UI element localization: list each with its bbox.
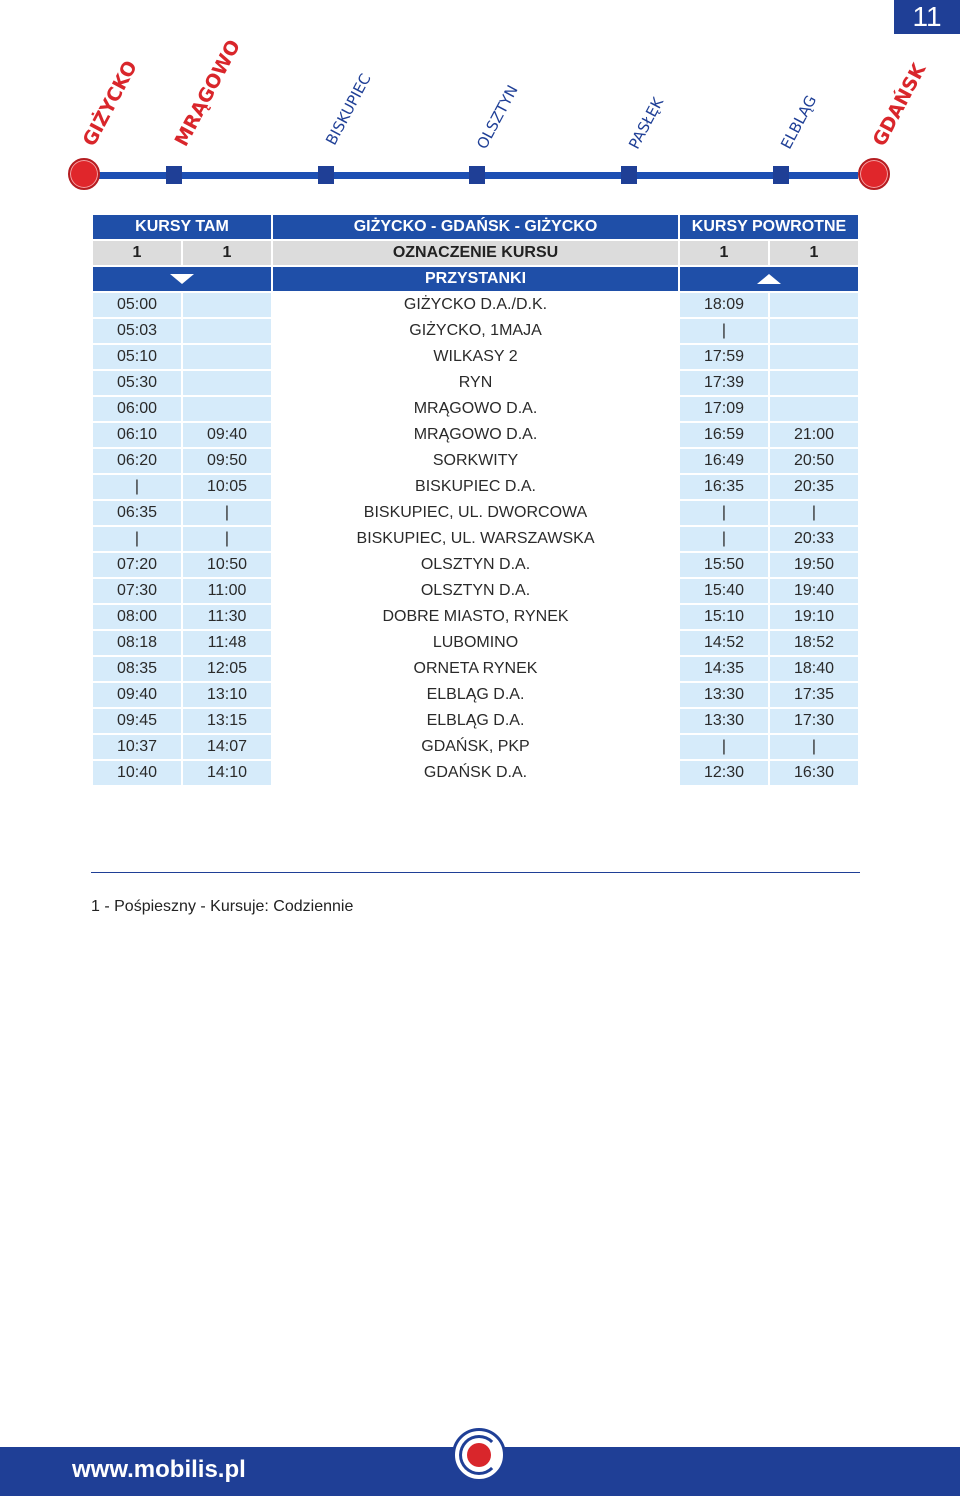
time-outbound-2: 09:50 [183, 449, 271, 473]
time-return-1: 17:09 [680, 397, 768, 421]
time-return-2 [770, 397, 858, 421]
stop-name: BISKUPIEC, UL. DWORCOWA [273, 501, 678, 525]
time-outbound-1: 10:37 [93, 735, 181, 759]
time-return-2: 20:35 [770, 475, 858, 499]
stop-label-elblag: ELBLĄG [777, 92, 821, 152]
stop-label-mragowo: MRĄGOWO [170, 36, 245, 150]
time-return-1: 13:30 [680, 683, 768, 707]
stop-name: ORNETA RYNEK [273, 657, 678, 681]
header-route: GIŻYCKO - GDAŃSK - GIŻYCKO [273, 215, 678, 239]
arrow-up-icon [757, 274, 781, 284]
time-return-2: 21:00 [770, 423, 858, 447]
time-return-2: 19:10 [770, 605, 858, 629]
time-return-2: 19:50 [770, 553, 858, 577]
table-row [93, 527, 858, 551]
time-return-1: 16:35 [680, 475, 768, 499]
time-outbound-1: 07:20 [93, 553, 181, 577]
time-outbound-1: 10:40 [93, 761, 181, 785]
time-outbound-1: 07:30 [93, 579, 181, 603]
time-return-2: 17:35 [770, 683, 858, 707]
time-return-1: | [680, 527, 768, 551]
time-outbound-1: | [93, 475, 181, 499]
course-label: OZNACZENIE KURSU [273, 241, 678, 265]
stop-name: RYN [273, 371, 678, 395]
time-return-1: 16:49 [680, 449, 768, 473]
time-return-2 [770, 319, 858, 343]
time-return-1: 16:59 [680, 423, 768, 447]
time-return-1: 17:59 [680, 345, 768, 369]
stop-name: ELBLĄG D.A. [273, 709, 678, 733]
time-outbound-1: 05:00 [93, 293, 181, 317]
time-outbound-1: 08:00 [93, 605, 181, 629]
stop-name: BISKUPIEC D.A. [273, 475, 678, 499]
time-outbound-2 [183, 319, 271, 343]
table-row [93, 449, 858, 473]
table-row [93, 605, 858, 629]
table-row [93, 683, 858, 707]
time-outbound-1: 06:00 [93, 397, 181, 421]
time-outbound-2 [183, 397, 271, 421]
table-row [93, 423, 858, 447]
time-outbound-2: 13:10 [183, 683, 271, 707]
time-outbound-1: 05:30 [93, 371, 181, 395]
time-outbound-2: 11:00 [183, 579, 271, 603]
logo-core [467, 1443, 491, 1467]
time-return-2: 20:50 [770, 449, 858, 473]
course-mark: 1 [183, 241, 271, 265]
time-return-2 [770, 371, 858, 395]
time-outbound-2: 10:50 [183, 553, 271, 577]
arrow-down-icon [170, 274, 194, 284]
mobilis-logo [452, 1428, 506, 1482]
time-return-1: 17:39 [680, 371, 768, 395]
time-return-2: | [770, 735, 858, 759]
time-outbound-2: 14:07 [183, 735, 271, 759]
time-outbound-2: 10:05 [183, 475, 271, 499]
time-outbound-1: 09:45 [93, 709, 181, 733]
table-row [93, 371, 858, 395]
time-outbound-2 [183, 345, 271, 369]
stop-name: MRĄGOWO D.A. [273, 423, 678, 447]
stop-marker-gizycko [68, 158, 100, 190]
table-row [93, 631, 858, 655]
time-outbound-1: 08:18 [93, 631, 181, 655]
stop-marker-biskupiec [318, 166, 334, 184]
time-outbound-2: 14:10 [183, 761, 271, 785]
time-return-1: | [680, 319, 768, 343]
time-outbound-1: 09:40 [93, 683, 181, 707]
stop-name: ELBLĄG D.A. [273, 683, 678, 707]
stop-marker-elblag [773, 166, 789, 184]
stop-name: BISKUPIEC, UL. WARSZAWSKA [273, 527, 678, 551]
time-outbound-1: 06:10 [93, 423, 181, 447]
time-outbound-2: | [183, 527, 271, 551]
time-outbound-1: 08:35 [93, 657, 181, 681]
divider [91, 872, 860, 873]
route-strip [0, 0, 960, 200]
time-return-2: 19:40 [770, 579, 858, 603]
stop-marker-mragowo [166, 166, 182, 184]
direction-down [93, 267, 271, 291]
stop-label-paslek: PASŁĘK [625, 94, 668, 152]
stop-name: SORKWITY [273, 449, 678, 473]
legend: 1 - Pośpieszny - Kursuje: Codziennie [91, 898, 354, 915]
stop-name: OLSZTYN D.A. [273, 579, 678, 603]
stop-name: GDAŃSK D.A. [273, 761, 678, 785]
stop-name: GDAŃSK, PKP [273, 735, 678, 759]
stop-label-olsztyn: OLSZTYN [473, 82, 522, 152]
time-outbound-1: | [93, 527, 181, 551]
stop-name: GIŻYCKO D.A./D.K. [273, 293, 678, 317]
stop-name: DOBRE MIASTO, RYNEK [273, 605, 678, 629]
time-outbound-1: 05:03 [93, 319, 181, 343]
time-return-2: | [770, 501, 858, 525]
time-return-1: 14:52 [680, 631, 768, 655]
time-return-2: 18:52 [770, 631, 858, 655]
time-outbound-2 [183, 371, 271, 395]
table-row [93, 345, 858, 369]
stop-name: WILKASY 2 [273, 345, 678, 369]
course-mark: 1 [93, 241, 181, 265]
time-return-2 [770, 293, 858, 317]
table-row [93, 553, 858, 577]
time-return-2: 20:33 [770, 527, 858, 551]
table-row [93, 761, 858, 785]
time-return-1: 18:09 [680, 293, 768, 317]
stop-marker-paslek [621, 166, 637, 184]
table-row [93, 579, 858, 603]
time-return-1: | [680, 735, 768, 759]
footer-url[interactable]: www.mobilis.pl [72, 1456, 246, 1483]
course-mark: 1 [770, 241, 858, 265]
stop-label-biskupiec: BISKUPIEC [322, 70, 375, 148]
stop-marker-olsztyn [469, 166, 485, 184]
time-return-2: 18:40 [770, 657, 858, 681]
time-return-1: 14:35 [680, 657, 768, 681]
stop-label-gizycko: GIŻYCKO [78, 57, 142, 150]
table-row [93, 709, 858, 733]
header-outbound: KURSY TAM [93, 215, 271, 239]
time-return-1: 15:50 [680, 553, 768, 577]
time-outbound-1: 06:20 [93, 449, 181, 473]
header-return: KURSY POWROTNE [680, 215, 858, 239]
stop-name: GIŻYCKO, 1MAJA [273, 319, 678, 343]
table-row [93, 397, 858, 421]
time-return-1: | [680, 501, 768, 525]
time-outbound-1: 05:10 [93, 345, 181, 369]
table-row [93, 293, 858, 317]
timetable-rows [93, 293, 858, 785]
stop-marker-gdansk [858, 158, 890, 190]
timetable [91, 213, 860, 787]
stop-name: MRĄGOWO D.A. [273, 397, 678, 421]
page-number: 11 [894, 0, 960, 34]
time-return-1: 15:40 [680, 579, 768, 603]
time-return-2 [770, 345, 858, 369]
time-outbound-2: | [183, 501, 271, 525]
time-outbound-2: 12:05 [183, 657, 271, 681]
time-return-2: 17:30 [770, 709, 858, 733]
time-return-1: 13:30 [680, 709, 768, 733]
time-outbound-2 [183, 293, 271, 317]
time-return-1: 15:10 [680, 605, 768, 629]
table-row [93, 319, 858, 343]
course-mark: 1 [680, 241, 768, 265]
time-return-1: 12:30 [680, 761, 768, 785]
time-outbound-2: 09:40 [183, 423, 271, 447]
time-outbound-2: 11:30 [183, 605, 271, 629]
table-row [93, 475, 858, 499]
table-row [93, 501, 858, 525]
time-outbound-2: 11:48 [183, 631, 271, 655]
table-row [93, 735, 858, 759]
stop-label-gdansk: GDAŃSK [868, 59, 931, 150]
time-outbound-1: 06:35 [93, 501, 181, 525]
direction-up [680, 267, 858, 291]
table-row [93, 657, 858, 681]
stop-name: LUBOMINO [273, 631, 678, 655]
stop-name: OLSZTYN D.A. [273, 553, 678, 577]
stops-label: PRZYSTANKI [273, 267, 678, 291]
time-outbound-2: 13:15 [183, 709, 271, 733]
time-return-2: 16:30 [770, 761, 858, 785]
